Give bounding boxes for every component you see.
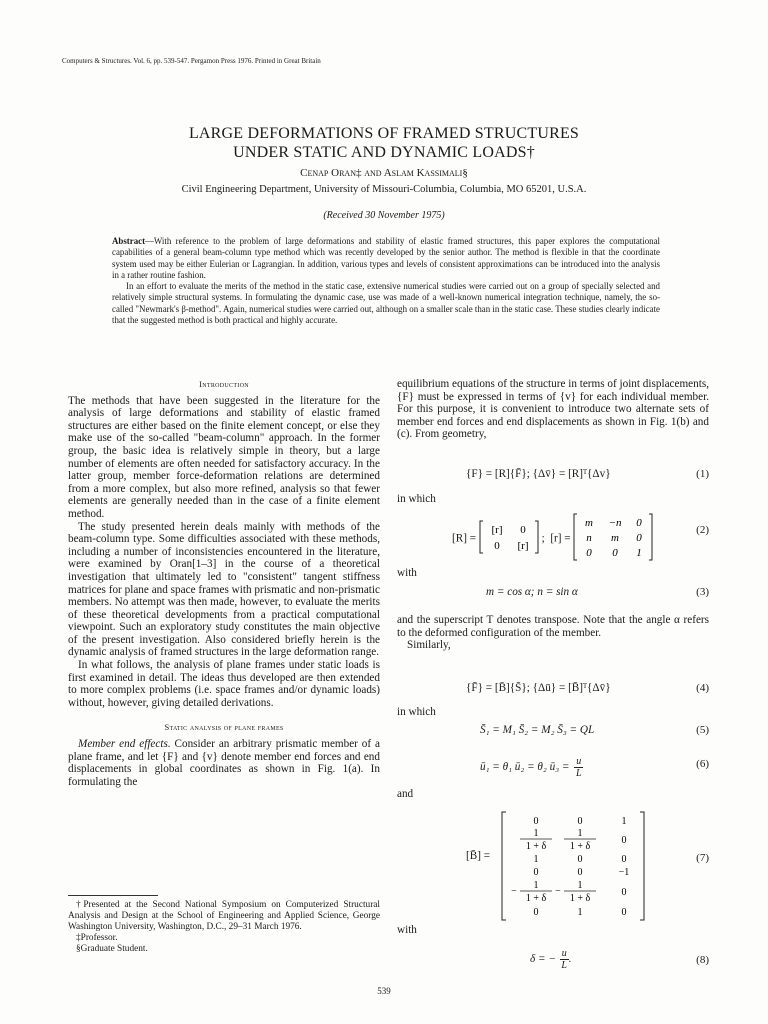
paper-title (0, 124, 768, 162)
matrix-B-cell: 1 (577, 880, 583, 891)
matrix-R-svg (479, 519, 539, 555)
with-1: with (397, 567, 417, 579)
matrix-R-right-bracket (535, 521, 538, 553)
footnote-2: ‡Professor. (76, 933, 118, 943)
eq8-fraction (560, 948, 569, 971)
equation-8: δ = − $\frac{u}{L}$ . (530, 948, 572, 971)
equation-4: {F̄} = [B̄]{S̄}; {Δū} = [B̄]ᵀ{Δv̄} (466, 682, 611, 694)
right-paragraph-2: and the superscript T denotes transpose. Note that the angle α refers to the deformed configuration of the member. (397, 614, 709, 639)
intro-paragraph-1: The methods that have been suggested in the literature for the analysis of large deformations and stability of elastic framed structures are either based on the finite element concept, or else they make use of the so-called "beam-column" approach. In the former group, the basic idea is relatively simple in theory, but a large number of elements are often needed for satisfactory accuracy. In the latter group, member force-deformation relations are determined from a more complex, but also more refined, analysis so that fewer elements are generally needed than in the case of a finite element method. (68, 394, 380, 520)
eq6-text: ū₁ = θ₁ ū₂ = θ₂ ū₃ = (480, 761, 570, 774)
matrix-B-cell: 1 (533, 880, 539, 891)
runhead-member-end-effects: Member end effects. (78, 738, 171, 751)
abstract-label: Abstract (112, 236, 146, 246)
abstract-paragraph-1: —With reference to the problem of large deformations and stability of elastic framed structures, this paper explores the computational capabilities of a general beam-column type method which was recently developed by the senior author. The method is flexible in that the coordinate system used may be either Eulerian or Lagrangian. In addition, various types and levels of consistent approximations can be introduced into the analysis in a rather routine fashion. (112, 236, 660, 280)
matrix-B-cell: 0 (577, 816, 583, 827)
eq6-fraction (574, 756, 583, 779)
matrix-R-left-bracket (480, 521, 483, 553)
eq2-mid: [r] = (550, 532, 571, 545)
equation-6-number: (6) (696, 758, 709, 770)
and-text: and (397, 788, 414, 800)
matrix-B-cell: 1 + δ (569, 841, 591, 852)
received-date: (Received 30 November 1975) (323, 210, 445, 221)
intro-paragraph-3: In what follows, the analysis of plane frames under static loads is first examined in detail. The ideas thus developed are then extended to more complex problems (i.e. space frames and/or dynamic loads) without, however, giving detailed derivations. (68, 659, 380, 709)
matrix-R-cell: [r] (517, 540, 529, 552)
matrix-B-cell: 0 (621, 835, 627, 846)
matrix-r (573, 512, 653, 565)
matrix-r-cell: 0 (612, 547, 619, 559)
matrix-B-left-bracket (502, 812, 506, 920)
eq8-numerator: u (561, 948, 567, 959)
right-column-intro (397, 378, 709, 441)
matrix-B-cell: 0 (533, 907, 539, 918)
equation-1-number: (1) (696, 468, 709, 480)
equation-4-number: (4) (696, 682, 709, 694)
intro-paragraph-2: The study presented herein deals mainly with methods of the beam-column type. Some difficulties associated with these methods, including a number of inconsistencies encountered in the literature, were examined by Oran[1–3] in the course of a theoretical investigation that ultimately led to "consistent" tangent stiffness matrices for plane and space frames with prismatic and non-prismatic members. No attempt was then made, however, to evaluate the merits of these theoretical developments from a practical computational viewpoint. Such an exploratory study constitutes the main objective of the present investigation. Also considered briefly herein is the dynamic analysis of framed structures in the large deformation range. (68, 520, 380, 659)
matrix-B-cell: 1 (621, 816, 627, 827)
affiliation: Civil Engineering Department, University of Missouri-Columbia, Columbia, MO 65201, U.S.A. (181, 184, 587, 195)
matrix-B-cell: 0 (533, 816, 539, 827)
matrix-r-cell: 0 (586, 547, 593, 559)
matrix-B-cell: 0 (621, 854, 627, 865)
heading-static-analysis: Static analysis of plane frames (164, 722, 284, 733)
authors: Cenap Oran‡ and Aslam Kassimali§ (300, 167, 468, 179)
matrix-R-cell: [r] (491, 524, 503, 536)
matrix-B-cell: 0 (577, 854, 583, 865)
matrix-r-cell: n (586, 532, 593, 544)
matrix-B-cell: − (555, 886, 561, 897)
footnote-1: †Presented at the Second National Symposium on Computerized Structural Analysis and Design at the School of Engineering and Applied Science, George Washington University, Washington, D.C., 29–31 March 1976. (68, 900, 380, 932)
in-which-2: in which (397, 706, 436, 718)
abstract (112, 236, 660, 326)
left-column (68, 378, 380, 788)
matrix-r-right-bracket (649, 514, 652, 560)
matrix-B-cell: 1 + δ (525, 841, 547, 852)
matrix-r-cell: m (611, 532, 620, 544)
matrix-B-cell: 0 (533, 867, 539, 878)
equation-5: S̄₁ = M₁ S̄₂ = M₂ S̄₃ = QL (480, 724, 595, 736)
matrix-B-cell: −1 (618, 867, 630, 878)
static-paragraph-1: Consider an arbitrary prismatic member of a plane frame, and let {F} and {v} denote member end forces and end displacements in global coordinates as shown in Fig. 1(a). In formulating the (68, 738, 380, 788)
matrix-r-cell: −n (608, 517, 622, 529)
eq8-denominator: L (561, 960, 567, 971)
eq8-lhs: δ = − (530, 953, 556, 966)
matrix-B-cell: 0 (577, 867, 583, 878)
equation-2-number: (2) (696, 524, 709, 536)
matrix-B-cell: 1 + δ (525, 893, 547, 904)
eq6-numerator: u (576, 756, 582, 767)
right-paragraph-2-block (397, 614, 709, 652)
page-number: 539 (377, 986, 391, 996)
heading-introduction: Introduction (199, 379, 249, 389)
matrix-r-cell: 0 (636, 532, 643, 544)
equation-6 (480, 756, 583, 779)
right-paragraph-3: Similarly, (407, 639, 451, 652)
matrix-B-cell: 0 (621, 907, 627, 918)
title-line-2: UNDER STATIC AND DYNAMIC LOADS† (233, 144, 535, 161)
matrix-B-cell: 1 (533, 828, 539, 839)
matrix-B-right-bracket (640, 812, 644, 920)
equation-7-lhs: [B̄] = (466, 850, 491, 862)
matrix-r-cell: 0 (636, 517, 643, 529)
matrix-B-cell: 1 (533, 854, 539, 865)
footnote-3: §Graduate Student. (76, 944, 148, 954)
footnote-rule (68, 895, 158, 896)
matrix-B-cell: 1 + δ (569, 893, 591, 904)
equation-3: m = cos α; n = sin α (486, 586, 578, 598)
equation-2: [R] = [r] 0 0 [r] ; [r] = m −n 0 n m 0 0 0 1 (452, 512, 653, 565)
matrix-B-cell: 0 (621, 887, 627, 898)
eq2-lhs: [R] = (452, 532, 477, 545)
in-which-1: in which (397, 493, 436, 505)
equation-7-number: (7) (696, 852, 709, 864)
matrix-B-cell: 1 (577, 828, 583, 839)
equation-3-number: (3) (696, 586, 709, 598)
matrix-r-cell: 1 (636, 547, 643, 559)
equation-1: {F} = [R]{F̄}; {Δv̄} = [R]ᵀ{Δv} (466, 468, 611, 480)
equation-5-number: (5) (696, 724, 709, 736)
abstract-paragraph-2: In an effort to evaluate the merits of the method in the static case, extensive numerical studies were carried out on a group of specially selected and relatively simple structural systems. In formulating the dynamic case, use was made of a well-known numerical integration technique, namely, the so-called "Newmark's β-method". Again, numerical studies were carried out, although on a smaller scale than in the static case. These studies clearly indicate that the suggested method is both practical and highly accurate. (112, 281, 660, 326)
matrix-r-left-bracket (574, 514, 577, 560)
matrix-r-svg (573, 512, 653, 562)
matrix-R-cell: 0 (494, 540, 500, 552)
matrix-R-cell: 0 (520, 524, 526, 536)
equation-8-number: (8) (696, 954, 709, 966)
matrix-B-svg (500, 810, 646, 922)
footnotes (68, 900, 380, 955)
matrix-R (479, 519, 539, 558)
eq6-denominator: L (575, 768, 582, 779)
journal-citation: Computers & Structures. Vol. 6, pp. 539-547. Pergamon Press 1976. Printed in Great Britain (62, 57, 321, 65)
matrix-B-cell: 1 (577, 907, 583, 918)
right-paragraph-1: equilibrium equations of the structure in terms of joint displacements, {F} must be expressed in terms of {v} for each individual member. For this purpose, it is convenient to introduce two alternate sets of member end forces and end displacements as shown in Fig. 1(b) and (c). From geometry, (397, 378, 709, 441)
matrix-B (500, 810, 646, 927)
matrix-B-cell: − (511, 886, 517, 897)
title-line-1: LARGE DEFORMATIONS OF FRAMED STRUCTURES (188, 125, 580, 142)
with-2: with (397, 924, 417, 936)
matrix-r-cell: m (585, 517, 594, 529)
